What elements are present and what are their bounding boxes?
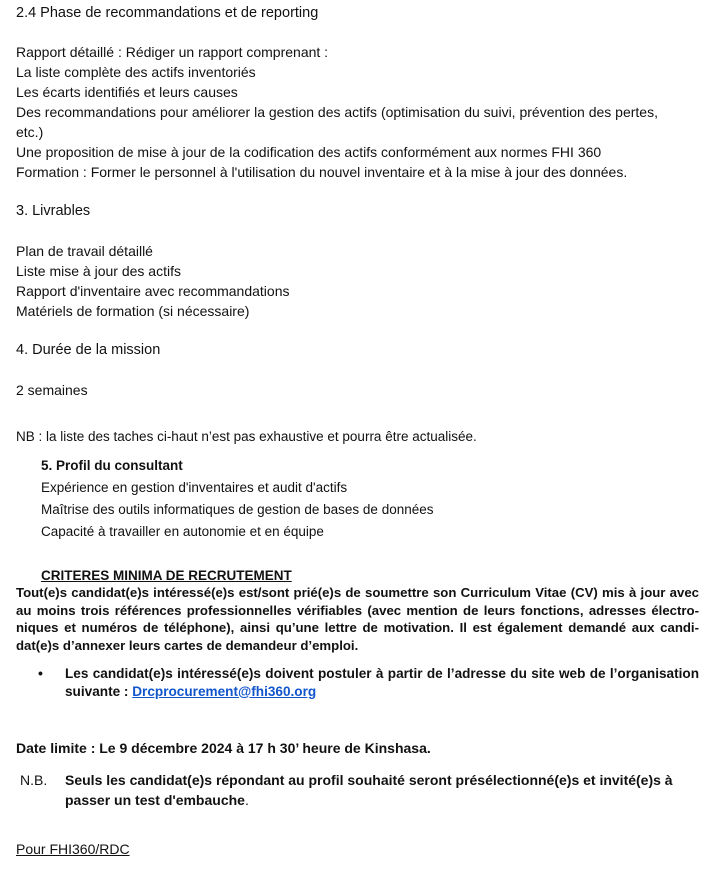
section-2-4-line: Rapport détaillé : Rédiger un rapport comprenant : [16,44,329,60]
profile-item: Capacité à travailler en autonomie et en équipe [41,524,324,539]
section-3-title: 3. Livrables [16,203,91,219]
apply-instruction [65,665,699,700]
nb-text-body: Seuls les candidat(e)s répondant au profil souhaité seront présélectionné(e)s et invité(e)s à passer un test d'embauche [65,772,673,808]
apply-instruction-text: Les candidat(e)s intéressé(e)s doivent postuler à partir de l’adresse du site web de l’organisation suivante : [65,666,699,699]
mission-duration: 2 semaines [16,382,88,398]
section-5-title: 5. Profil du consultant [41,458,183,473]
section-4-title: 4. Durée de la mission [16,342,161,358]
profile-item: Maîtrise des outils informatiques de gestion de bases de données [41,502,434,517]
nb-note: NB : la liste des taches ci-haut n’est pas exhaustive et pourra être actualisée. [16,429,477,444]
bullet-icon: • [38,665,43,681]
deliverable-item: Liste mise à jour des actifs [16,263,181,279]
procurement-email-link[interactable]: Drcprocurement@fhi360.org [132,683,317,699]
nb-text-period: . [244,792,249,808]
deliverable-item: Rapport d'inventaire avec recommandations [16,283,290,299]
signature: Pour FHI360/RDC [16,841,130,857]
section-2-4-line: etc.) [16,124,44,140]
section-2-4-line: Des recommandations pour améliorer la gestion des actifs (optimisation du suivi, prévention des pertes, [16,104,658,120]
nb-label: N.B. [20,772,48,788]
section-2-4-line: La liste complète des actifs inventoriés [16,64,256,80]
section-2-4-line: Les écarts identifiés et leurs causes [16,84,238,100]
criteria-paragraph: Tout(e)s candidat(e)s intéressé(e)s est/sont prié(e)s de soumettre son Curriculum Vitae (CV) mis à jour avec au moins trois références professionnelles vérifiables (avec mention de leurs fonctions, adresses électroniques et numéros de téléphone), ainsi qu’une lettre de motivation. Il est également demandé aux candidat(e)s d’annexer leurs cartes de demandeur d’emploi. [16,585,699,653]
deliverable-item: Plan de travail détaillé [16,243,153,259]
section-2-4-title: 2.4 Phase de recommandations et de reporting [16,5,319,21]
section-2-4-line: Une proposition de mise à jour de la codification des actifs conformément aux normes FHI 360 [16,144,602,160]
deliverable-item: Matériels de formation (si nécessaire) [16,303,250,319]
deadline: Date limite : Le 9 décembre 2024 à 17 h 30’ heure de Kinshasa. [16,740,431,756]
nb-text [65,770,699,810]
profile-item: Expérience en gestion d'inventaires et audit d'actifs [41,480,348,495]
criteria-title: CRITERES MINIMA DE RECRUTEMENT [41,568,292,583]
section-2-4-line: Formation : Former le personnel à l'utilisation du nouvel inventaire et à la mise à jour des données. [16,164,628,180]
